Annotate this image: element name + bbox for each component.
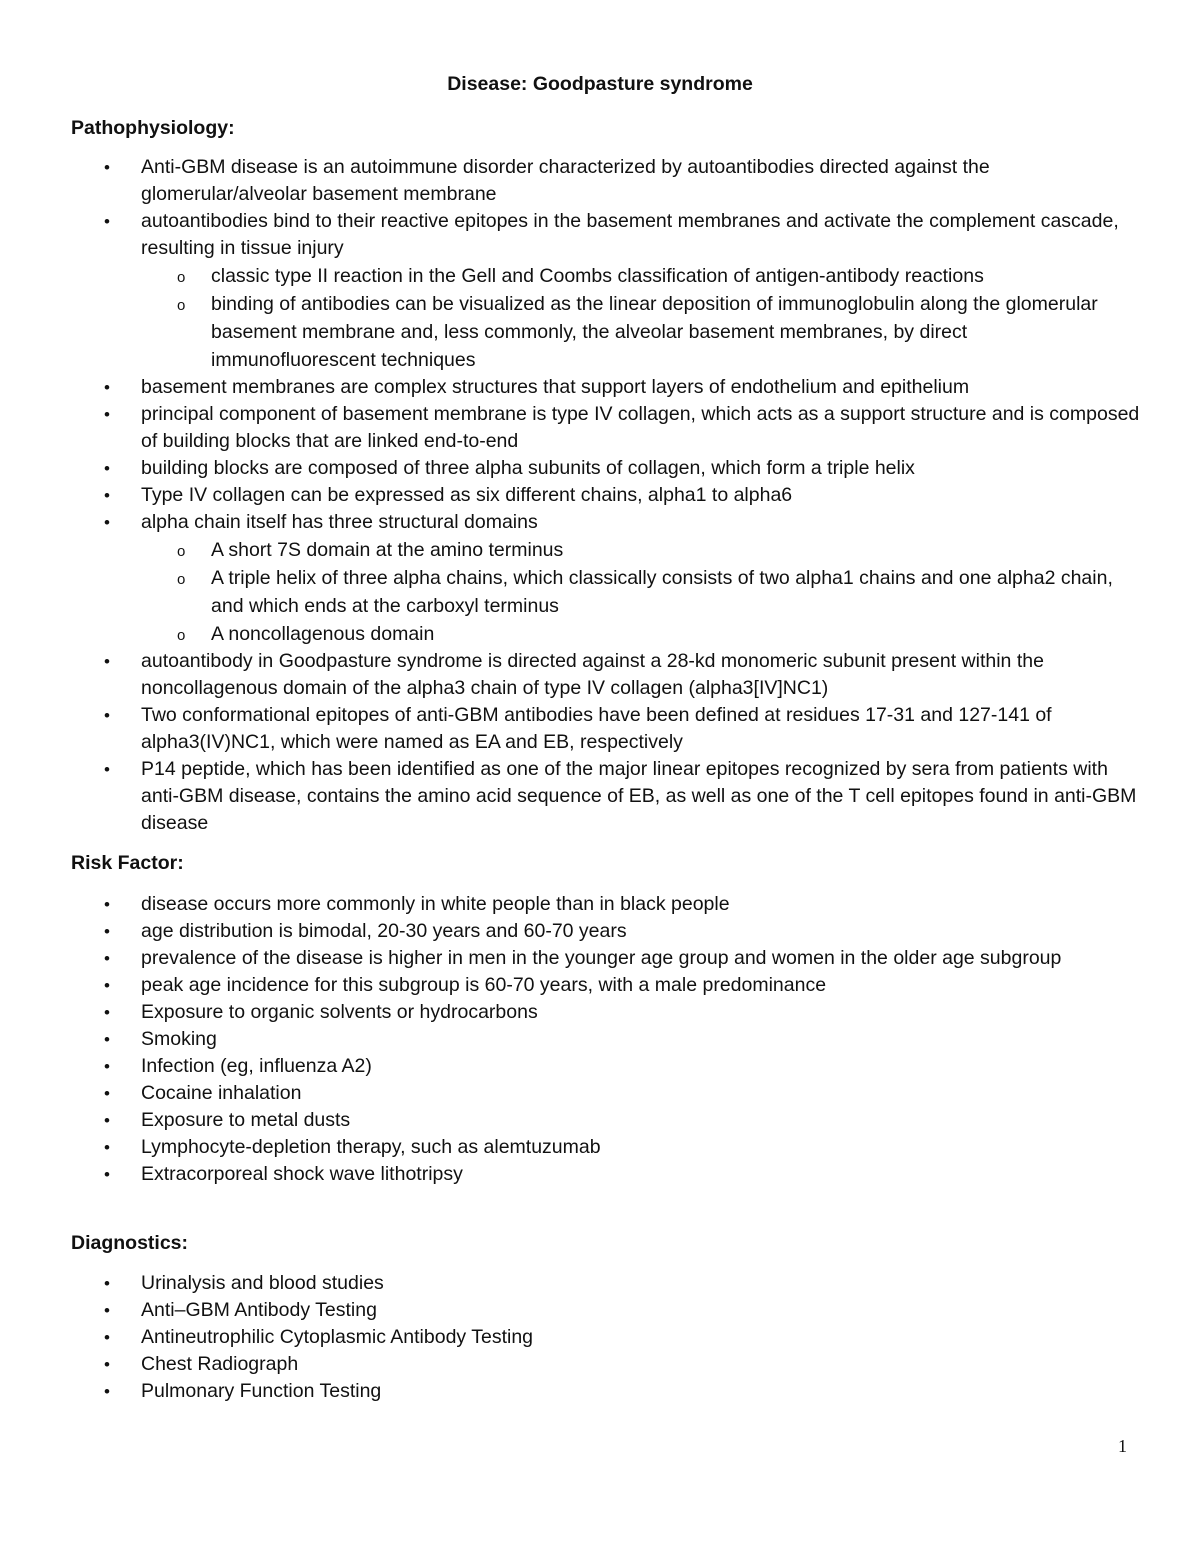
list-item-text: Two conformational epitopes of anti-GBM antibodies have been defined at residues 17-31 and 127-141 of alpha3(IV)NC1, which were named as EA and EB, respectively [141,704,1052,753]
list-item [0,1026,1141,1053]
list-item-text: Type IV collagen can be expressed as six different chains, alpha1 to alpha6 [141,484,793,506]
sub-list [141,262,1141,374]
circle-bullet-icon: o [177,297,186,314]
bullet-icon: • [104,158,110,177]
bullet-icon: • [104,1057,110,1076]
page-title: Disease: Goodpasture syndrome [447,73,753,95]
list-item [0,999,1141,1026]
section-heading-pathophysiology: Pathophysiology: [71,117,235,139]
list-item-text: Extracorporeal shock wave lithotripsy [141,1163,463,1185]
list-item [0,1107,1141,1134]
list-item [0,208,1141,374]
sub-list-item-text: classic type II reaction in the Gell and Coombs classification of antigen-antibody reactions [211,265,984,287]
list-item [0,401,1141,455]
diagnostics-list [0,1270,1141,1405]
bullet-icon: • [104,922,110,941]
bullet-icon: • [104,513,110,532]
list-item-text: prevalence of the disease is higher in men in the younger age group and women in the older age subgroup [141,947,1062,969]
sub-list-item [141,290,1131,374]
circle-bullet-icon: o [177,571,186,588]
bullet-icon: • [104,486,110,505]
circle-bullet-icon: o [177,269,186,286]
list-item-text: Exposure to metal dusts [141,1109,351,1131]
sub-list-item-text: A noncollagenous domain [211,623,435,645]
list-item [0,756,1141,837]
bullet-icon: • [104,1328,110,1347]
bullet-icon: • [104,1084,110,1103]
list-item-text: Pulmonary Function Testing [141,1380,382,1402]
sub-list [141,536,1141,648]
bullet-icon: • [104,1138,110,1157]
list-item [0,1080,1141,1107]
section-heading-diagnostics: Diagnostics: [71,1232,189,1254]
list-item [0,1351,1141,1378]
section-heading-risk-factor: Risk Factor: [71,852,184,874]
sub-list-item [141,262,1131,290]
list-item-text: autoantibody in Goodpasture syndrome is directed against a 28-kd monomeric subunit present within the noncollagenous domain of the alpha3 chain of type IV collagen (alpha3[IV]NC1) [141,650,1044,699]
list-item-text: Chest Radiograph [141,1353,299,1375]
list-item-text: peak age incidence for this subgroup is 60-70 years, with a male predominance [141,974,827,996]
bullet-icon: • [104,378,110,397]
sub-list-item [141,536,1131,564]
bullet-icon: • [104,706,110,725]
list-item [0,702,1141,756]
page-number: 1 [1118,1436,1127,1456]
sub-list-item [141,620,1131,648]
list-item [0,1053,1141,1080]
list-item [0,945,1141,972]
list-item-text: age distribution is bimodal, 20-30 years and 60-70 years [141,920,627,942]
list-item-text: Infection (eg, influenza A2) [141,1055,372,1077]
list-item-text: Anti-GBM disease is an autoimmune disorder characterized by autoantibodies directed against the glomerular/alveolar basement membrane [141,156,990,205]
list-item-text: Cocaine inhalation [141,1082,302,1104]
list-item [0,1270,1141,1297]
list-item [0,154,1141,208]
bullet-icon: • [104,459,110,478]
list-item [0,1297,1141,1324]
bullet-icon: • [104,1382,110,1401]
list-item [0,1134,1141,1161]
bullet-icon: • [104,1274,110,1293]
sub-list-item-text: A short 7S domain at the amino terminus [211,539,564,561]
list-item-text: disease occurs more commonly in white people than in black people [141,893,730,915]
sub-list-item [141,564,1131,620]
bullet-icon: • [104,652,110,671]
list-item-text: Exposure to organic solvents or hydrocarbons [141,1001,538,1023]
bullet-icon: • [104,1301,110,1320]
bullet-icon: • [104,1355,110,1374]
list-item-text: Urinalysis and blood studies [141,1272,384,1294]
risk-factor-list [0,891,1141,1188]
list-item-text: Smoking [141,1028,217,1050]
list-item [0,1161,1141,1188]
list-item [0,374,1141,401]
list-item [0,1324,1141,1351]
list-item [0,648,1141,702]
bullet-icon: • [104,1111,110,1130]
list-item-text: autoantibodies bind to their reactive epitopes in the basement membranes and activate the complement cascade, resulting in tissue injury [141,210,1119,259]
bullet-icon: • [104,1003,110,1022]
list-item-text: building blocks are composed of three alpha subunits of collagen, which form a triple helix [141,457,915,479]
list-item [0,918,1141,945]
list-item [0,455,1141,482]
list-item [0,1378,1141,1405]
circle-bullet-icon: o [177,627,186,644]
sub-list-item-text: binding of antibodies can be visualized as the linear deposition of immunoglobulin along the glomerular basement membrane and, less commonly, the alveolar basement membranes, by direct immunofluorescent techniques [211,293,1098,371]
circle-bullet-icon: o [177,543,186,560]
bullet-icon: • [104,1030,110,1049]
list-item [0,891,1141,918]
bullet-icon: • [104,760,110,779]
list-item-text: Lymphocyte-depletion therapy, such as alemtuzumab [141,1136,601,1158]
bullet-icon: • [104,212,110,231]
list-item-text: P14 peptide, which has been identified as one of the major linear epitopes recognized by sera from patients with anti-GBM disease, contains the amino acid sequence of EB, as well as one of the T cell epitopes found in anti-GBM disease [141,758,1137,834]
list-item-text: Antineutrophilic Cytoplasmic Antibody Testing [141,1326,534,1348]
list-item [0,509,1141,648]
pathophysiology-list [0,154,1141,837]
bullet-icon: • [104,949,110,968]
list-item-text: alpha chain itself has three structural domains [141,511,538,533]
list-item [0,972,1141,999]
list-item-text: Anti–GBM Antibody Testing [141,1299,377,1321]
bullet-icon: • [104,895,110,914]
list-item-text: basement membranes are complex structures that support layers of endothelium and epithelium [141,376,970,398]
bullet-icon: • [104,976,110,995]
bullet-icon: • [104,405,110,424]
bullet-icon: • [104,1165,110,1184]
list-item-text: principal component of basement membrane is type IV collagen, which acts as a support structure and is composed of building blocks that are linked end-to-end [141,403,1140,452]
sub-list-item-text: A triple helix of three alpha chains, which classically consists of two alpha1 chains and one alpha2 chain, and which ends at the carboxyl terminus [211,567,1113,617]
list-item [0,482,1141,509]
